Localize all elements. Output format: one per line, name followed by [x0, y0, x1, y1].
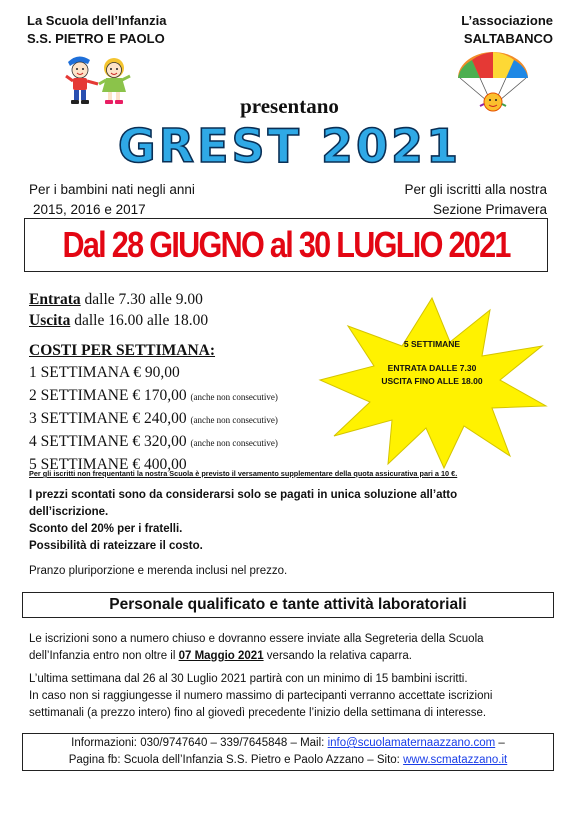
eligibility-right-line1: Per gli iscritti alla nostra [404, 182, 547, 197]
uscita-label: Uscita [29, 312, 71, 329]
cost-row [29, 408, 278, 431]
school-line1: La Scuola dell’Infanzia [27, 13, 167, 28]
starburst-text [314, 338, 550, 388]
school-name-block [27, 12, 166, 48]
cost-row [29, 385, 278, 408]
website-link[interactable]: www.scmatazzano.it [403, 754, 508, 766]
costs-list [29, 362, 278, 477]
insurance-footnote: Per gli iscritti non frequentanti la nostra Scuola è previsto il versamento supplementare della quota assicurativa pari a 10 €. [29, 469, 458, 478]
last-week-line1: L’ultima settimana dal 26 al 30 Luglio 2021 partirà con un minimo di 15 bambini iscritti. [29, 673, 468, 685]
email-link[interactable]: info@scuolamaternaazzano.com [327, 737, 496, 749]
last-week-line3: settimanali (a prezzo intero) fino al giovedì precedente l’inizio della settimana di interesse. [29, 707, 487, 719]
last-week-block [29, 671, 492, 722]
discounts-block [29, 487, 457, 555]
meal-text: Pranzo pluriporzione e merenda inclusi nel prezzo. [29, 565, 288, 577]
association-name-block [461, 12, 553, 48]
eligibility-left-line2: 2015, 2016 e 2017 [33, 202, 146, 217]
entrata-row [29, 289, 203, 310]
discount-line3: Sconto del 20% per i fratelli. [29, 523, 183, 535]
contact-line1 [23, 735, 553, 752]
contact-line1-end: – [495, 737, 505, 749]
starburst-line1: 5 SETTIMANE [403, 339, 461, 349]
cost-label: 5 SETTIMANE € 400,00 [29, 456, 187, 473]
enrollment-block [29, 631, 484, 665]
cost-row [29, 431, 278, 454]
dates-text: Dal 28 GIUGNO al 30 LUGLIO 2021 [62, 224, 510, 265]
contact-facebook: Pagina fb: Scuola dell’Infanzia S.S. Pietro e Paolo Azzano – Sito: [68, 754, 404, 766]
discount-line2: dell’iscrizione. [29, 506, 109, 518]
contact-phones: Informazioni: 030/9747640 – 339/7645848 – Mail: [71, 737, 328, 749]
uscita-text: dalle 16.00 alle 18.00 [70, 312, 209, 329]
enrollment-line2-pre: dell’Infanzia entro non oltre il [29, 650, 179, 662]
enrollment-line2-post: versando la relativa caparra. [263, 650, 412, 662]
eligibility-left-line1: Per i bambini nati negli anni [29, 182, 195, 197]
costs-title: COSTI PER SETTIMANA: [29, 342, 216, 359]
eligibility-right-line2: Sezione Primavera [432, 202, 547, 217]
enrollment-line2 [29, 648, 484, 665]
dates-box [24, 218, 548, 272]
staff-banner: Personale qualificato e tante attività laboratoriali [22, 592, 554, 618]
cost-note: (anche non consecutive) [190, 392, 278, 402]
last-week-line2: In caso non si raggiungesse il numero massimo di partecipanti verranno accettate iscrizioni [29, 690, 493, 702]
discount-line1: I prezzi scontati sono da considerarsi solo se pagati in unica soluzione all’atto [29, 489, 458, 501]
contact-box [22, 733, 554, 771]
cost-label: 2 SETTIMANE € 170,00 [29, 387, 187, 404]
cost-label: 4 SETTIMANE € 320,00 [29, 433, 187, 450]
cost-label: 3 SETTIMANE € 240,00 [29, 410, 187, 427]
entrata-text: dalle 7.30 alle 9.00 [80, 291, 203, 308]
enrollment-line1: Le iscrizioni sono a numero chiuso e dovranno essere inviate alla Segreteria della Scuola [29, 633, 484, 645]
cost-note: (anche non consecutive) [190, 438, 278, 448]
presentano-text: presentano [240, 94, 339, 118]
school-line2: S.S. PIETRO E PAOLO [27, 31, 165, 46]
entrata-label: Entrata [29, 291, 81, 308]
contact-line2 [23, 752, 553, 769]
uscita-row [29, 310, 208, 331]
starburst-line2: ENTRATA DALLE 7.30 [387, 363, 477, 373]
grest-title: GREST 2021 [117, 119, 462, 173]
association-line2: SALTABANCO [463, 31, 553, 46]
cost-row [29, 362, 278, 385]
association-line1: L’associazione [461, 13, 553, 28]
discount-line4: Possibilità di rateizzare il costo. [29, 540, 203, 552]
cost-note: (anche non consecutive) [190, 415, 278, 425]
enrollment-deadline: 07 Maggio 2021 [178, 650, 264, 662]
starburst-line3: USCITA FINO ALLE 18.00 [381, 376, 483, 386]
cost-label: 1 SETTIMANA € 90,00 [29, 364, 180, 381]
